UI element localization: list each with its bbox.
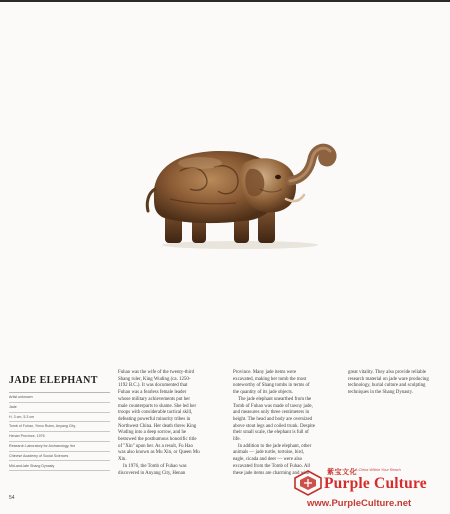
artifact-title: JADE ELEPHANT bbox=[9, 375, 98, 386]
page-number: 54 bbox=[9, 495, 15, 501]
meta-collection: Research Laboratory for Archaeology, the bbox=[9, 442, 110, 452]
meta-findspot: Tomb of Fuhao, Yinxu Ruins, Anyang City, bbox=[9, 422, 110, 432]
meta-collection-cont: Chinese Academy of Social Sciences bbox=[9, 452, 110, 462]
purple-culture-watermark bbox=[293, 466, 448, 514]
body-column-2 bbox=[233, 370, 315, 477]
meta-period: Mid-and-late Shang Dynasty bbox=[9, 461, 110, 471]
paragraph: In addition to the jade elephant, other animals — jade turtle, tortoise, bird, eagle, cicada and deer — were also excavated from the Tomb of Fuhao. All these jade items are charming and with bbox=[233, 443, 312, 476]
meta-material: Jade bbox=[9, 403, 110, 413]
watermark-name: Purple Culture bbox=[324, 475, 427, 492]
watermark-chinese: 紫宝文化 bbox=[327, 468, 357, 476]
paragraph: The jade elephant unearthed from the Tomb of Fuhao was made of tawny jade, and measures only three centimeters in height. The head and body are oversized above stout legs and coiled trunk. Despite their small scale, the elephant is full of life. bbox=[233, 396, 315, 443]
meta-artist: Artist unknown bbox=[9, 393, 110, 403]
watermark-tagline: A China Within Your Reach bbox=[355, 468, 401, 472]
meta-dimensions: H. 3 cm, 5.3 cm bbox=[9, 413, 110, 423]
body-column-1 bbox=[118, 370, 200, 477]
jade-elephant-photo bbox=[140, 137, 340, 252]
paragraph: In 1976, the Tomb of Fuhao was discovered in Anyang City, Henan bbox=[118, 463, 187, 476]
seal-logo-icon bbox=[293, 470, 323, 496]
paragraph: Fuhao was the wife of the twenty-third Shang ruler, King Wuding (ca. 1250-1192 B.C.). It was documented that Fuhao was a fearless female leader whose military achievements put her male counterparts to shame. She led her troops with considerable tactical skill, defeating powerful minority tribes in Northwest China. Her death threw King Wuding into a deep sorrow, and he bestowed the posthumous honorific title of "Xin" upon her. As a result, Fu Hao was also known as Mu Xin, or Queen Mu Xin. bbox=[118, 370, 200, 463]
meta-province-year: Henan Province, 1976 bbox=[9, 432, 110, 442]
watermark-url: www.PurpleCulture.net bbox=[307, 498, 412, 509]
paragraph: Province. Many jade items were excavated, making her tomb the most noteworthy of Shang tombs in terms of the quantity of its jade objects. bbox=[233, 370, 310, 396]
paragraph: great vitality. They also provide reliable research material on jade ware producing technology, burial culture and sculpting techniques in the Shang Dynasty. bbox=[348, 370, 429, 396]
body-column-3 bbox=[348, 370, 430, 397]
artifact-meta-list bbox=[9, 392, 110, 471]
